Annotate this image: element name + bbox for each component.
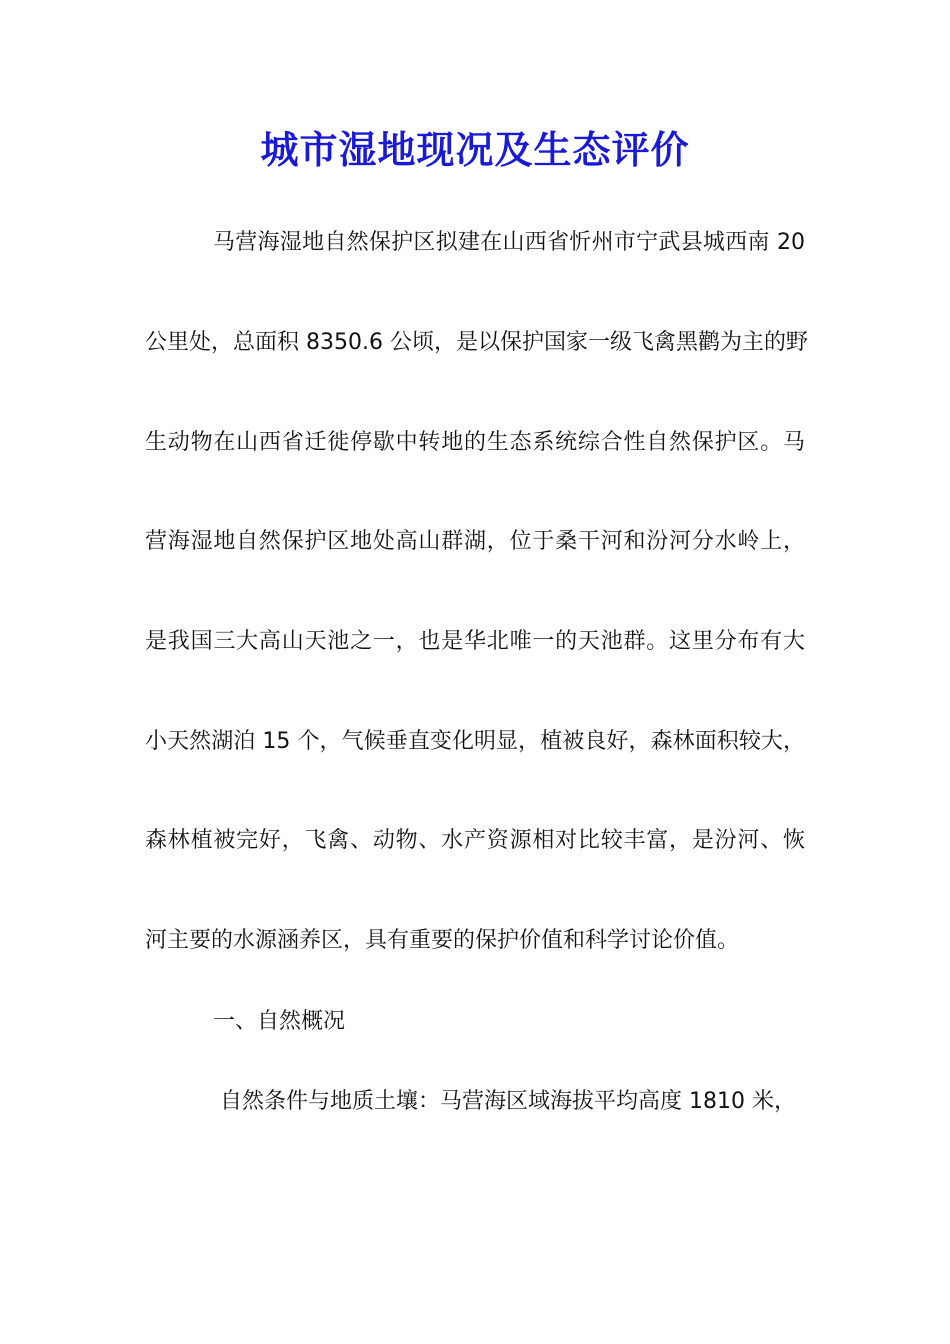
document-title: 城市湿地现况及生态评价 <box>260 127 690 172</box>
paragraph-line: 公里处，总面积 8350.6 公顷，是以保护国家一级飞禽黑鹳为主的野 <box>145 330 808 355</box>
paragraph-line: 河主要的水源涵养区，具有重要的保护价值和科学讨论价值。 <box>145 928 740 953</box>
paragraph-line: 营海湿地自然保护区地处高山群湖，位于桑干河和汾河分水岭上， <box>145 529 805 554</box>
paragraph-line: 生动物在山西省迁徙停歇中转地的生态系统综合性自然保护区。马 <box>145 430 805 455</box>
section-heading: 一、自然概况 <box>213 1009 346 1034</box>
paragraph-line: 森林植被完好，飞禽、动物、水产资源相对比较丰富，是汾河、恢 <box>145 828 805 853</box>
paragraph-line: 自然条件与地质土壤：马营海区域海拔平均高度 1810 米， <box>220 1089 796 1114</box>
paragraph-line: 是我国三大高山天池之一，也是华北唯一的天池群。这里分布有大 <box>145 629 805 654</box>
paragraph-line: 马营海湿地自然保护区拟建在山西省忻州市宁武县城西南 20 <box>213 230 805 255</box>
paragraph-line: 小天然湖泊 15 个，气候垂直变化明显，植被良好，森林面积较大， <box>145 729 805 754</box>
